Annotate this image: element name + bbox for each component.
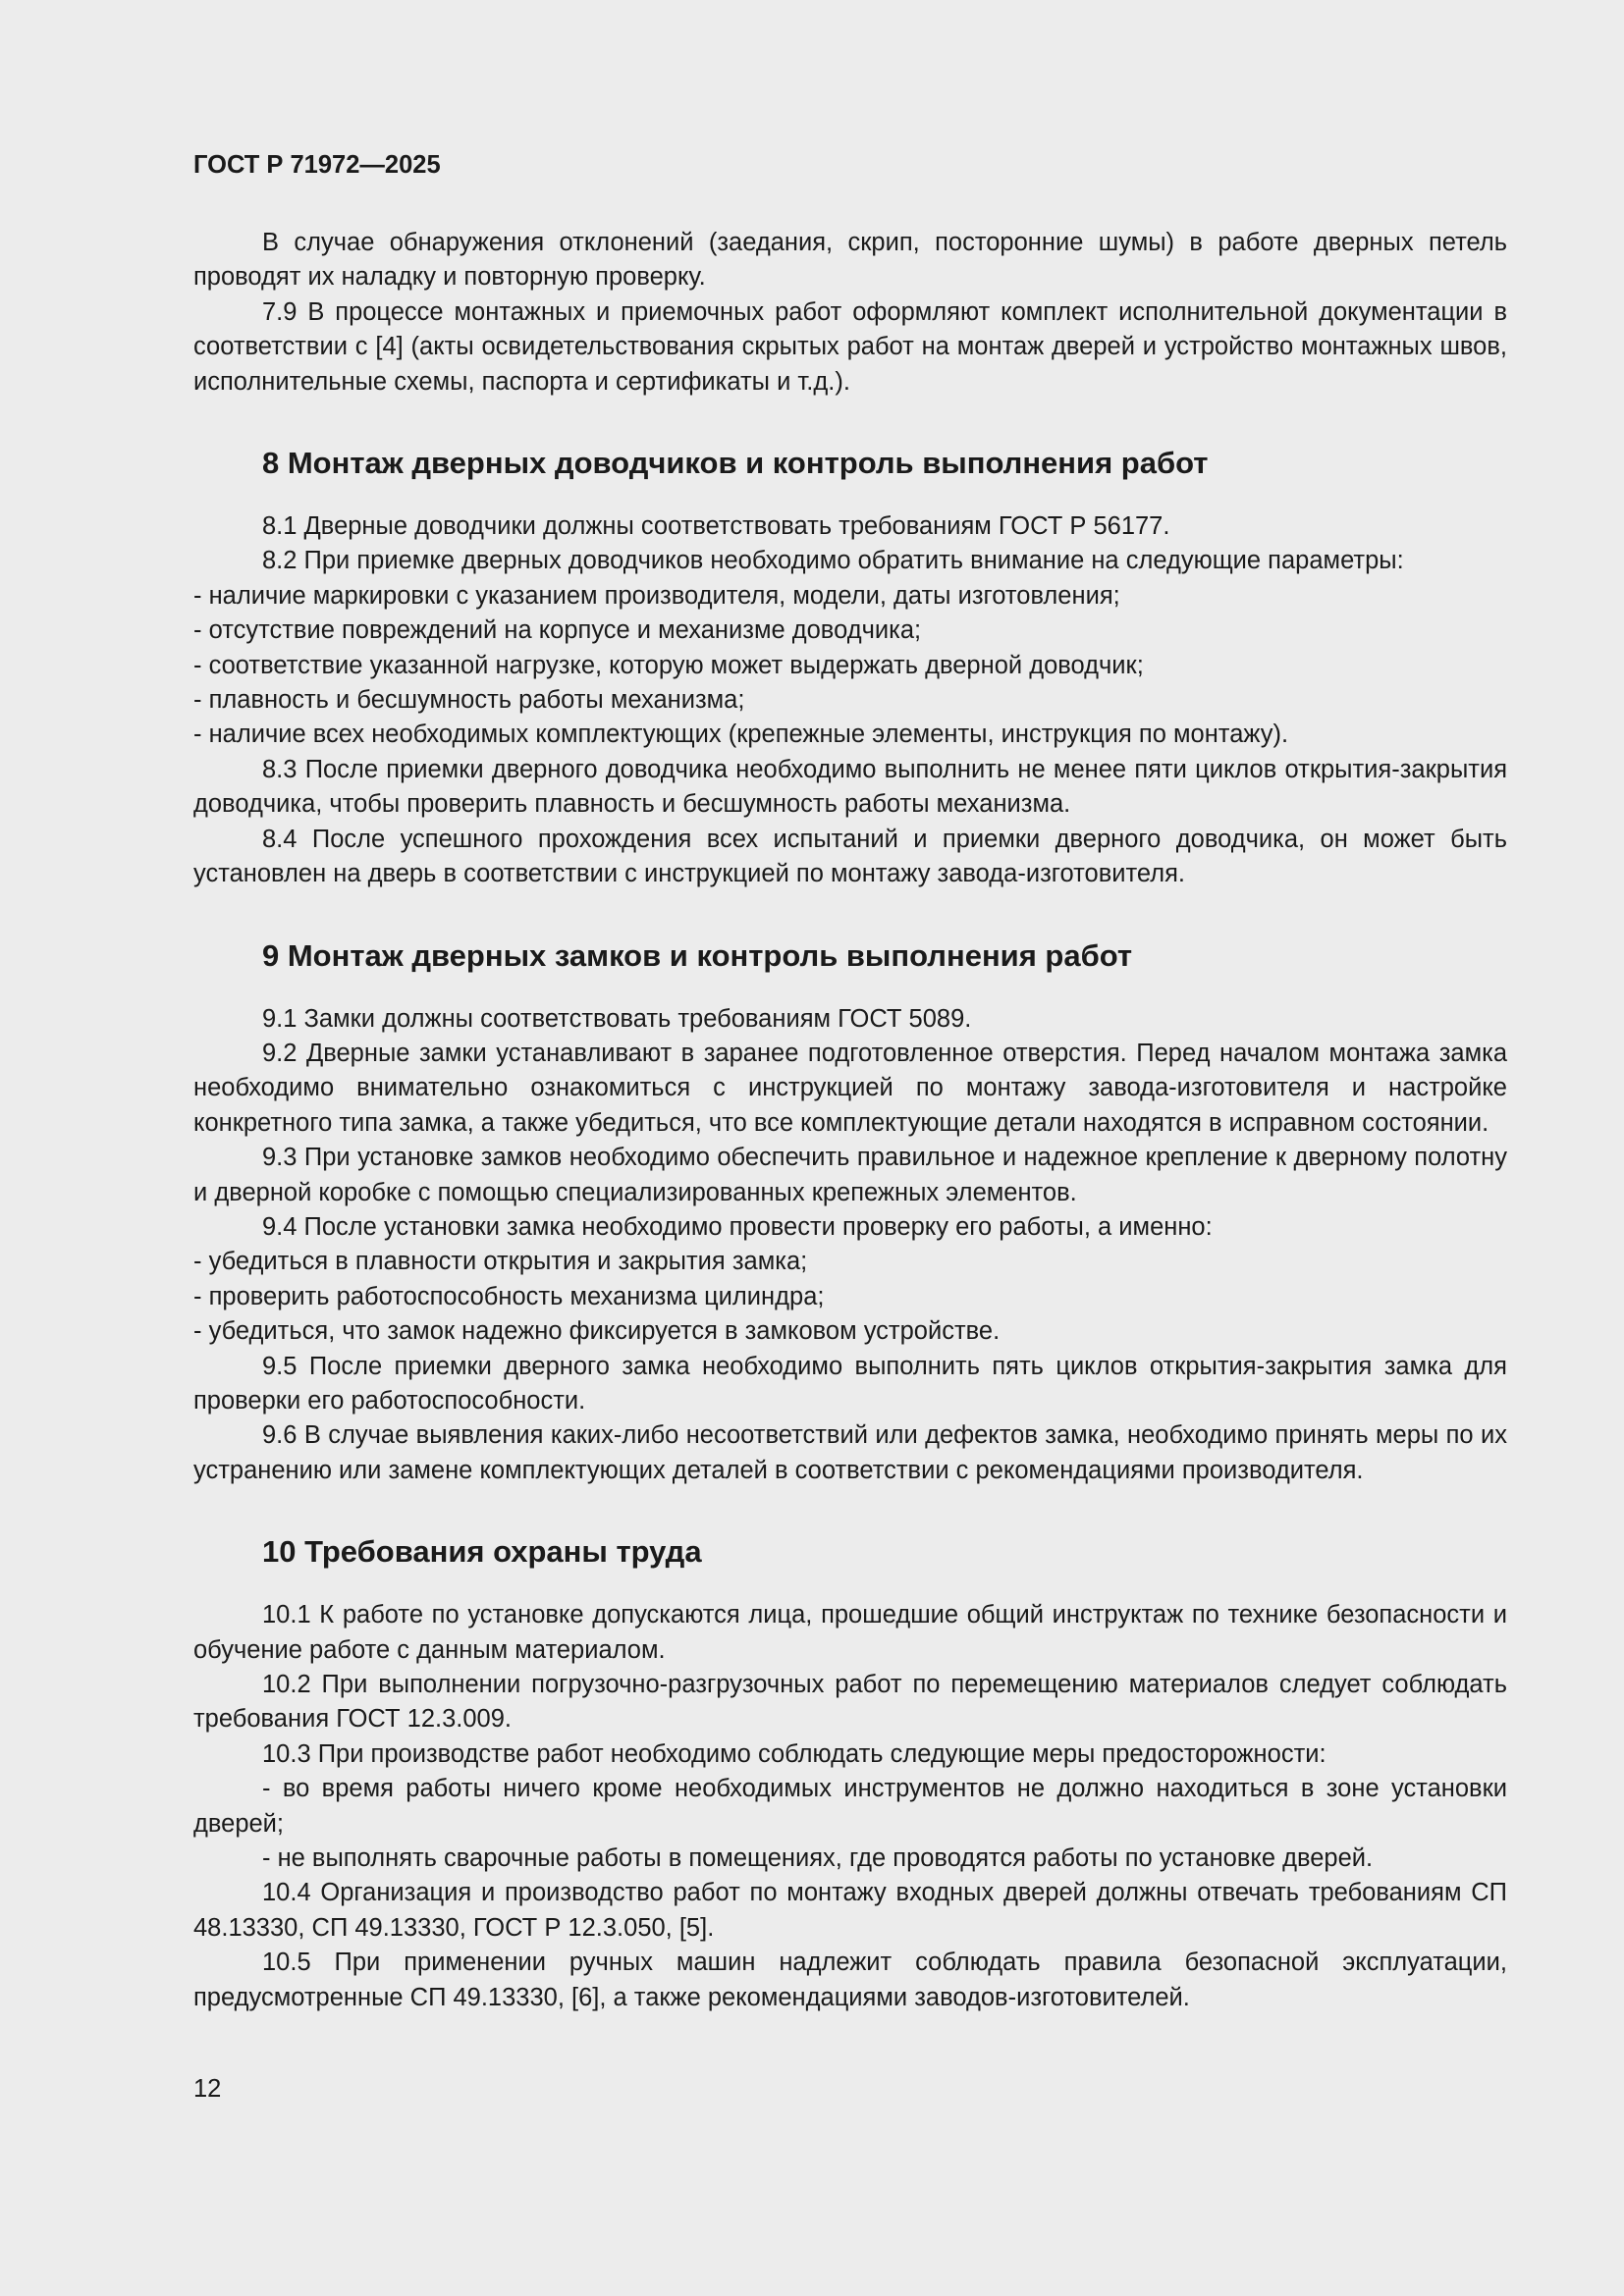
document-header: ГОСТ Р 71972—2025 — [193, 151, 441, 179]
paragraph: 9.5 После приемки дверного замка необходимо выполнить пять циклов открытия-закрытия замка для проверки его работоспособности. — [193, 1352, 1507, 1415]
list-item: - отсутствие повреждений на корпусе и механизме доводчика; — [193, 616, 922, 645]
list-item: - наличие маркировки с указанием производителя, модели, даты изготовления; — [193, 581, 1120, 610]
section-9-body — [193, 1002, 1507, 1489]
paragraph: 9.4 После установки замка необходимо провести проверку его работы, а именно: — [262, 1212, 1213, 1241]
list-item: - соответствие указанной нагрузке, которую может выдержать дверной доводчик; — [193, 651, 1144, 679]
page-number: 12 — [193, 2075, 222, 2103]
paragraph: 10.4 Организация и производство работ по монтажу входных дверей должны отвечать требованиям СП 48.13330, СП 49.13330, ГОСТ Р 12.3.050, [5]. — [193, 1879, 1507, 1942]
list-item: - проверить работоспособность механизма цилиндра; — [193, 1282, 825, 1310]
list-item: - не выполнять сварочные работы в помещениях, где проводятся работы по установке дверей. — [262, 1844, 1374, 1873]
paragraph: 9.3 При установке замков необходимо обеспечить правильное и надежное крепление к дверному полотну и дверной коробке с помощью специализированных крепежных элементов. — [193, 1144, 1507, 1206]
paragraph: 9.2 Дверные замки устанавливают в заранее подготовленное отверстия. Перед началом монтажа замка необходимо внимательно ознакомиться с инструкцией по монтажу завода-изготовителя и настройке конкретного типа замка, а также убедиться, что все комплектующие детали находятся в исправном состоянии. — [193, 1039, 1507, 1137]
paragraph: 8.3 После приемки дверного доводчика необходимо выполнить не менее пяти циклов открытия-закрытия доводчика, чтобы проверить плавность и бесшумность работы механизма. — [193, 755, 1507, 819]
section-10-body — [193, 1598, 1507, 2015]
paragraph: 8.1 Дверные доводчики должны соответствовать требованиям ГОСТ Р 56177. — [262, 512, 1170, 541]
paragraph: 8.4 После успешного прохождения всех испытаний и приемки дверного доводчика, он может быть установлен на дверь в соответствии с инструкцией по монтажу завода-изготовителя. — [193, 825, 1507, 888]
paragraph: В случае обнаружения отклонений (заедания, скрип, посторонние шумы) в работе дверных петель проводят их наладку и повторную проверку. — [193, 229, 1507, 292]
paragraph: 9.6 В случае выявления каких-либо несоответствий или дефектов замка, необходимо принять меры по их устранению или замене комплектующих деталей в соответствии с рекомендациями производителя. — [193, 1421, 1507, 1484]
list-item: - убедиться, что замок надежно фиксируется в замковом устройстве. — [193, 1317, 1001, 1346]
list-item: - убедиться в плавности открытия и закрытия замка; — [193, 1248, 808, 1276]
section-heading: 8 Монтаж дверных доводчиков и контроль выполнения работ — [262, 446, 1209, 481]
paragraph: 7.9 В процессе монтажных и приемочных работ оформляют комплект исполнительной документации в соответствии с [4] (акты освидетельствования скрытых работ на монтаж дверей и устройство монтажных швов, исполнительные схемы, паспорта и сертификаты и т.д.). — [193, 297, 1507, 396]
paragraph: 10.1 К работе по установке допускаются лица, прошедшие общий инструктаж по технике безопасности и обучение работе с данным материалом. — [193, 1601, 1507, 1664]
list-item: - плавность и бесшумность работы механизма; — [193, 686, 745, 715]
section-8-body — [193, 509, 1507, 891]
paragraph: 10.3 При производстве работ необходимо соблюдать следующие меры предосторожности: — [262, 1739, 1326, 1768]
intro-block — [193, 226, 1507, 400]
list-item: - во время работы ничего кроме необходимых инструментов не должно находиться в зоне установки дверей; — [193, 1775, 1507, 1838]
list-item: - наличие всех необходимых комплектующих (крепежные элементы, инструкция по монтажу). — [193, 721, 1289, 749]
paragraph: 8.2 При приемке дверных доводчиков необходимо обратить внимание на следующие параметры: — [262, 547, 1404, 575]
section-heading: 9 Монтаж дверных замков и контроль выполнения работ — [262, 937, 1133, 973]
paragraph: 9.1 Замки должны соответствовать требованиям ГОСТ 5089. — [262, 1004, 972, 1033]
paragraph: 10.2 При выполнении погрузочно-разгрузочных работ по перемещению материалов следует соблюдать требования ГОСТ 12.3.009. — [193, 1671, 1507, 1734]
paragraph: 10.5 При применении ручных машин надлежит соблюдать правила безопасной эксплуатации, предусмотренные СП 49.13330, [6], а также рекомендациями заводов-изготовителей. — [193, 1949, 1507, 2011]
document-page — [193, 147, 1507, 2015]
section-heading: 10 Требования охраны труда — [262, 1534, 702, 1570]
